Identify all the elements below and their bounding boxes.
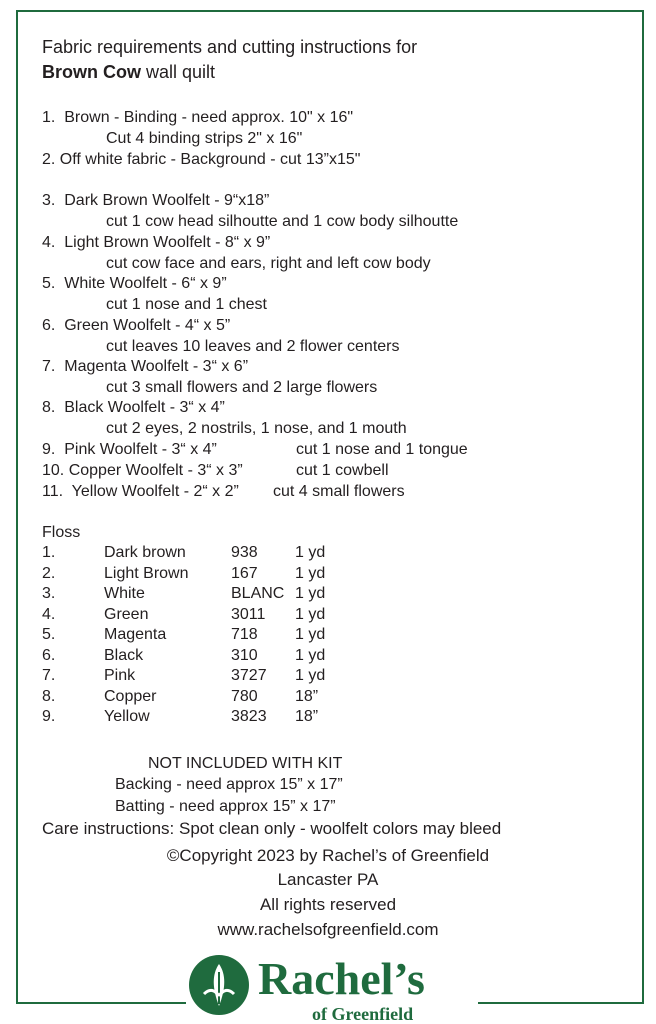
- requirement-4: 4. Light Brown Woolfelt - 8“ x 9”: [42, 234, 271, 251]
- rights-reserved: All rights reserved: [259, 895, 397, 914]
- floss-number: 2.: [42, 565, 56, 582]
- requirement-10: 10. Copper Woolfelt - 3“ x 3”: [42, 462, 243, 479]
- floss-quantity: 18”: [295, 708, 319, 725]
- floss-number: 1.: [42, 544, 56, 561]
- floss-number: 3.: [42, 585, 56, 602]
- floss-number: 4.: [42, 606, 56, 623]
- floss-quantity: 1 yd: [295, 667, 326, 684]
- location: Lancaster PA: [277, 870, 379, 889]
- floss-quantity: 1 yd: [295, 565, 326, 582]
- header-line-2-rest: wall quilt: [141, 62, 216, 82]
- floss-color: White: [104, 585, 145, 602]
- requirement-3-cut: cut 1 cow head silhoutte and 1 cow body silhoutte: [106, 213, 459, 230]
- floss-color: Black: [104, 647, 144, 664]
- floss-quantity: 1 yd: [295, 606, 326, 623]
- floss-number: 5.: [42, 626, 56, 643]
- requirement-10-cut: cut 1 cowbell: [296, 462, 389, 479]
- floss-number: 6.: [42, 647, 56, 664]
- logo-name: Rachel’s: [258, 953, 425, 1004]
- floss-color: Yellow: [104, 708, 150, 725]
- floss-code: 310: [231, 647, 258, 664]
- website-link[interactable]: www.rachelsofgreenfield.com: [217, 920, 439, 939]
- requirement-9: 9. Pink Woolfelt - 3“ x 4”: [42, 441, 217, 458]
- requirement-8: 8. Black Woolfelt - 3“ x 4”: [42, 399, 225, 416]
- floss-code: 3823: [231, 708, 267, 725]
- floss-quantity: 1 yd: [295, 647, 326, 664]
- floss-color: Light Brown: [104, 565, 189, 582]
- requirement-9-cut: cut 1 nose and 1 tongue: [296, 441, 468, 458]
- requirement-1-cut: Cut 4 binding strips 2" x 16": [106, 130, 303, 147]
- copyright: ©Copyright 2023 by Rachel’s of Greenfield: [166, 846, 490, 865]
- floss-quantity: 1 yd: [295, 626, 326, 643]
- floss-number: 7.: [42, 667, 56, 684]
- floss-number: 8.: [42, 688, 56, 705]
- floss-code: 780: [231, 688, 258, 705]
- floss-code: 3011: [231, 606, 266, 623]
- brand-logo: [186, 950, 476, 1024]
- floss-quantity: 1 yd: [295, 585, 326, 602]
- requirement-5-cut: cut 1 nose and 1 chest: [106, 296, 267, 313]
- floss-color: Green: [104, 606, 149, 623]
- floss-code: 3727: [231, 667, 267, 684]
- header-line-1: Fabric requirements and cutting instructions for: [42, 37, 418, 57]
- backing-requirement: Backing - need approx 15” x 17”: [115, 776, 343, 793]
- greenfield-emblem-icon: [188, 954, 250, 1016]
- floss-color: Dark brown: [104, 544, 186, 561]
- bottom-border-right: [478, 1002, 644, 1004]
- care-instructions: Care instructions: Spot clean only - woolfelt colors may bleed: [42, 819, 502, 838]
- floss-number: 9.: [42, 708, 56, 725]
- floss-heading: Floss: [42, 524, 81, 541]
- floss-code: 938: [231, 544, 258, 561]
- batting-requirement: Batting - need approx 15” x 17”: [115, 798, 336, 815]
- quilt-name: Brown Cow: [42, 62, 141, 82]
- requirement-4-cut: cut cow face and ears, right and left cow body: [106, 255, 431, 272]
- floss-code: 718: [231, 626, 258, 643]
- requirement-1: 1. Brown - Binding - need approx. 10" x 16": [42, 109, 354, 126]
- requirement-3: 3. Dark Brown Woolfelt - 9“x18”: [42, 192, 270, 209]
- requirement-7: 7. Magenta Woolfelt - 3“ x 6”: [42, 358, 249, 375]
- floss-quantity: 18”: [295, 688, 319, 705]
- floss-color: Copper: [104, 688, 157, 705]
- bottom-border-left: [16, 1002, 186, 1004]
- requirement-8-cut: cut 2 eyes, 2 nostrils, 1 nose, and 1 mouth: [106, 420, 407, 437]
- requirement-2: 2. Off white fabric - Background - cut 13”x15": [42, 151, 361, 168]
- floss-quantity: 1 yd: [295, 544, 326, 561]
- requirement-6: 6. Green Woolfelt - 4“ x 5”: [42, 317, 231, 334]
- not-included-heading: NOT INCLUDED WITH KIT: [148, 755, 343, 772]
- floss-color: Magenta: [104, 626, 167, 643]
- requirement-7-cut: cut 3 small flowers and 2 large flowers: [106, 379, 378, 396]
- requirement-5: 5. White Woolfelt - 6“ x 9”: [42, 275, 227, 292]
- logo-subtitle: of Greenfield: [312, 1004, 414, 1024]
- floss-code: BLANC: [231, 585, 285, 602]
- requirement-11-cut: cut 4 small flowers: [273, 483, 405, 500]
- floss-color: Pink: [104, 667, 136, 684]
- requirement-6-cut: cut leaves 10 leaves and 2 flower centers: [106, 338, 400, 355]
- floss-code: 167: [231, 565, 258, 582]
- requirement-11: 11. Yellow Woolfelt - 2“ x 2”: [42, 483, 239, 500]
- header-line-2: [42, 63, 215, 82]
